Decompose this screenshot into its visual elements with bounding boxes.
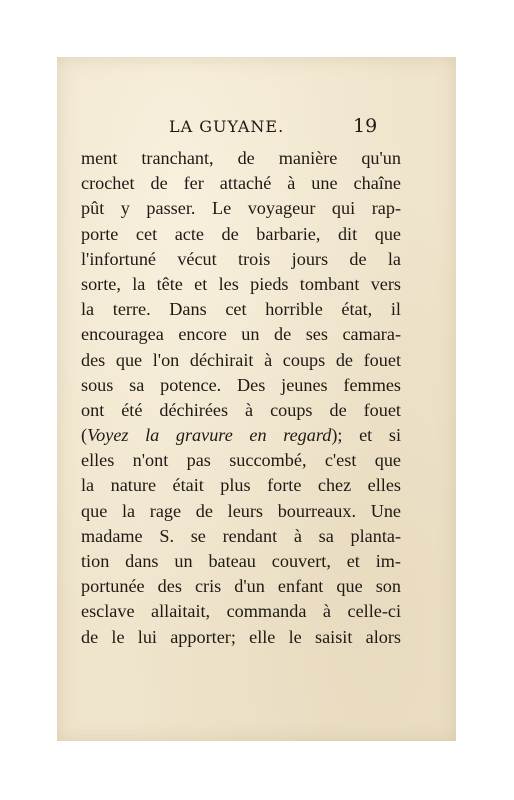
text-line: tion dans un bateau couvert, et im- bbox=[81, 551, 401, 571]
text-line: la nature était plus forte chez elles bbox=[81, 475, 401, 496]
page-number: 19 bbox=[353, 115, 378, 137]
text-line: sorte, la tête et les pieds tombant vers bbox=[81, 273, 401, 294]
text-line: esclave allaitait, commanda à celle-ci bbox=[81, 601, 401, 622]
text-line: ont été déchirées à coups de fouet bbox=[81, 399, 401, 420]
text-line: que la rage de leurs bourreaux. Une bbox=[81, 500, 401, 521]
body-text bbox=[81, 146, 401, 650]
text-line: portunée des cris d'un enfant que son bbox=[81, 576, 401, 597]
text-line: la terre. Dans cet horrible état, il bbox=[81, 299, 401, 320]
text-line: encouragea encore un de ses camara- bbox=[81, 324, 401, 345]
italic-reference: Voyez la gravure en regard bbox=[87, 425, 332, 446]
text-line: elles n'ont pas succombé, c'est que bbox=[81, 450, 401, 471]
book-page bbox=[57, 57, 456, 741]
text-line: madame S. se rendant à sa planta- bbox=[81, 525, 401, 546]
running-title: LA GUYANE. bbox=[169, 117, 285, 136]
text-line: sous sa potence. Des jeunes femmes bbox=[81, 374, 401, 395]
line-suffix: ); et si bbox=[331, 425, 401, 446]
text-line: crochet de fer attaché à une chaîne bbox=[81, 173, 401, 194]
text-line: pût y passer. Le voyageur qui rap- bbox=[81, 198, 401, 219]
text-line: ment tranchant, de manière qu'un bbox=[81, 148, 401, 168]
text-line: porte cet acte de barbarie, dit que bbox=[81, 223, 401, 244]
line-prefix: ( bbox=[81, 425, 88, 446]
text-line: des que l'on déchirait à coups de fouet bbox=[81, 349, 401, 370]
text-line: l'infortuné vécut trois jours de la bbox=[81, 248, 401, 269]
text-line-with-italic bbox=[81, 423, 401, 448]
page-header bbox=[57, 115, 456, 145]
text-line: de le lui apporter; elle le saisit alors bbox=[81, 626, 401, 647]
